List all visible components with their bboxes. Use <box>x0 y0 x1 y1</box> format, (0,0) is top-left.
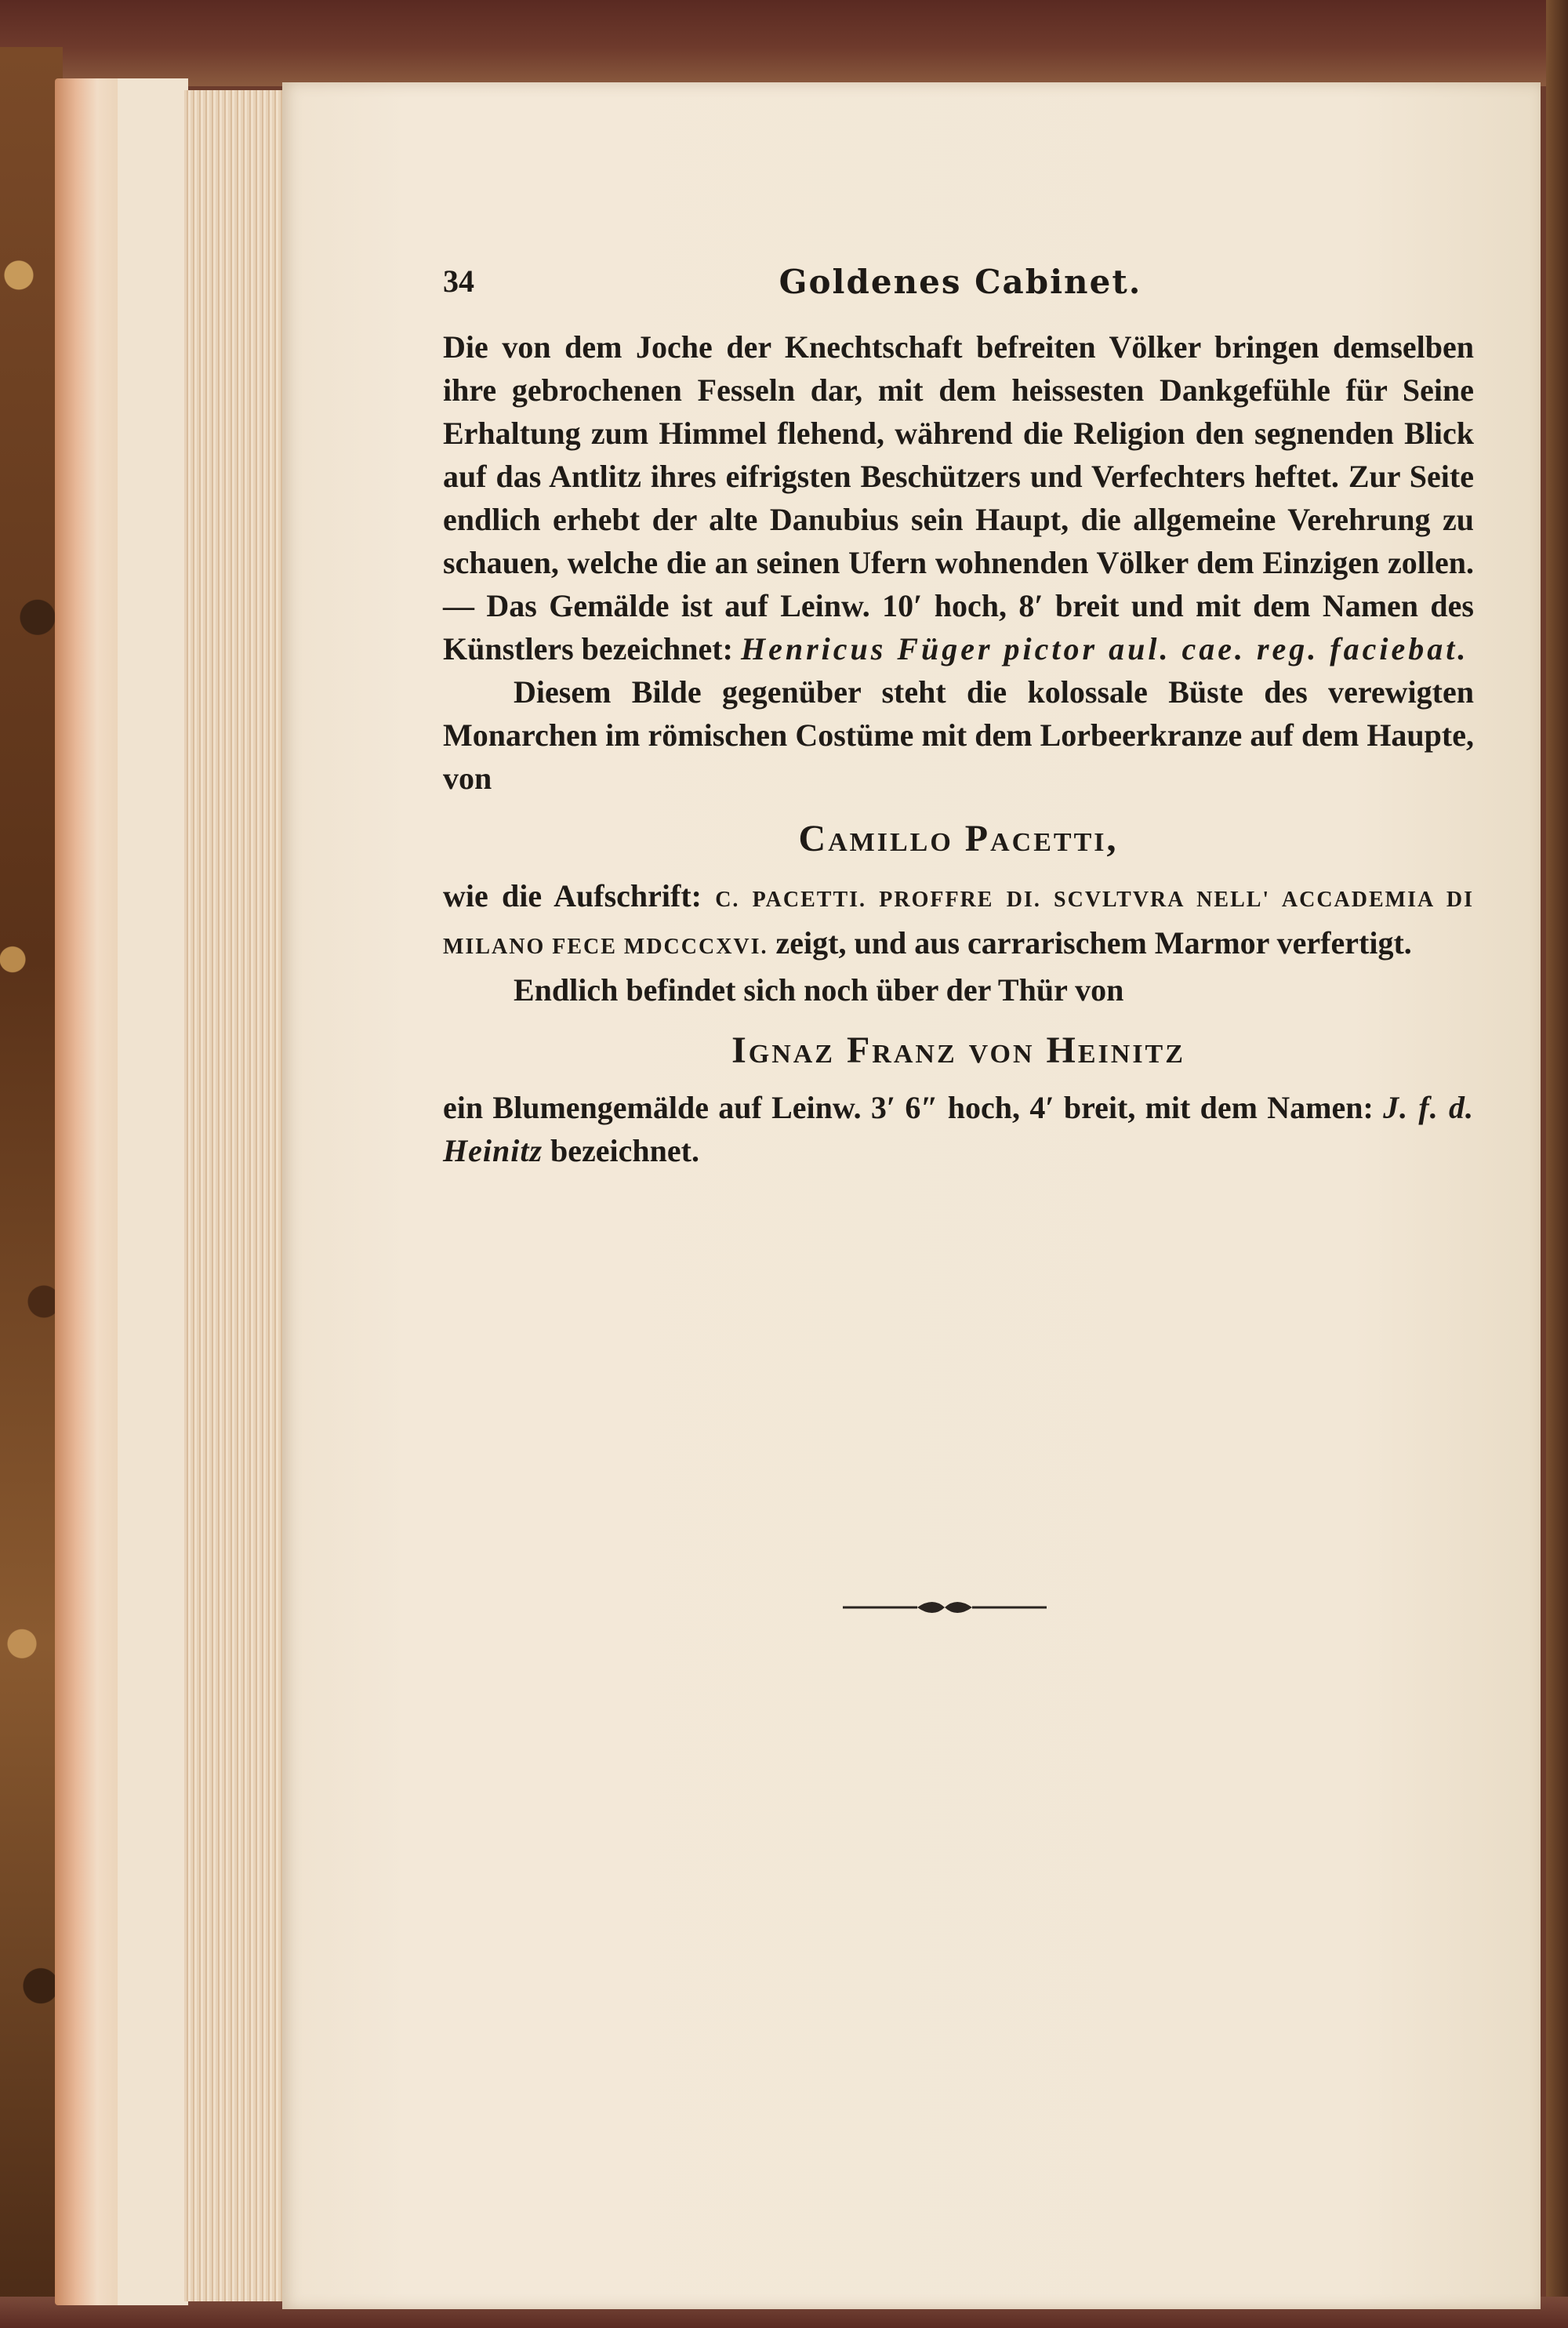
paragraph-1 <box>443 325 1474 670</box>
page-header <box>443 263 1478 310</box>
paragraph-5-text: ein Blumengemälde auf Leinw. 3′ 6″ hoch, 4′ breit, mit dem Namen: <box>443 1090 1374 1125</box>
page-body <box>443 325 1474 1172</box>
running-title: Goldenes Cabinet. <box>779 263 1142 301</box>
book-cover-top <box>0 0 1568 86</box>
paragraph-3-pre: wie die Aufschrift: <box>443 878 702 913</box>
paragraph-4: Endlich befindet sich noch über der Thür von <box>514 972 1124 1008</box>
left-page-strip <box>118 78 188 2305</box>
paragraph-1-text: Die von dem Joche der Knechtschaft befreiten Völker bringen demselben ihre gebrochenen Fesseln dar, mit dem heissesten Dankgefühle für Seine Erhaltung zum Himmel flehend, während die Religion den segnenden Blick auf das Antlitz ihres eifrigsten Beschützers und Verfechters heftet. Zur Seite endlich erhebt der alte Danubius sein Haupt, die allgemeine Verehrung zu schauen, welche die an seinen Ufern wohnenden Völker dem Einzigen zollen. — Das Gemälde ist auf Leinw. 10′ hoch, 8′ breit und mit dem Namen des Künstlers bezeichnet: <box>443 329 1474 666</box>
bust-inscription: C. PACETTI. PROFFRE DI. SCVLTVRA NELL' ACCADEMIA DI MILANO FECE MDCCCXVI. <box>443 888 1475 959</box>
page-edge-stack-left <box>55 78 125 2305</box>
painter-signature: Henricus Füger pictor aul. cae. reg. faciebat. <box>740 631 1469 666</box>
paragraph-5 <box>443 1086 1474 1172</box>
heading-ignaz-franz-von-heinitz: Ignaz Franz von Heinitz <box>731 1030 1185 1071</box>
book-page <box>282 82 1541 2309</box>
marbled-cover-board <box>0 47 63 2328</box>
heinitz-signature: J. f. d. Heinitz <box>443 1090 1474 1168</box>
book-cover-right <box>1546 0 1568 2328</box>
ornament-divider-icon <box>843 1592 1047 1623</box>
heading-camillo-pacetti: Camillo Pacetti, <box>798 818 1119 859</box>
paragraph-3-post: zeigt, und aus carrarischem Marmor verfertigt. <box>775 925 1412 961</box>
page-number: 34 <box>443 263 474 299</box>
paragraph-2: Diesem Bilde gegenüber steht die kolossale Büste des verewigten Monarchen im römischen Costüme mit dem Lorbeerkranze auf dem Haupte, von <box>443 674 1474 796</box>
paragraph-3 <box>443 874 1474 968</box>
paragraph-5-post: bezeichnet. <box>550 1133 699 1168</box>
